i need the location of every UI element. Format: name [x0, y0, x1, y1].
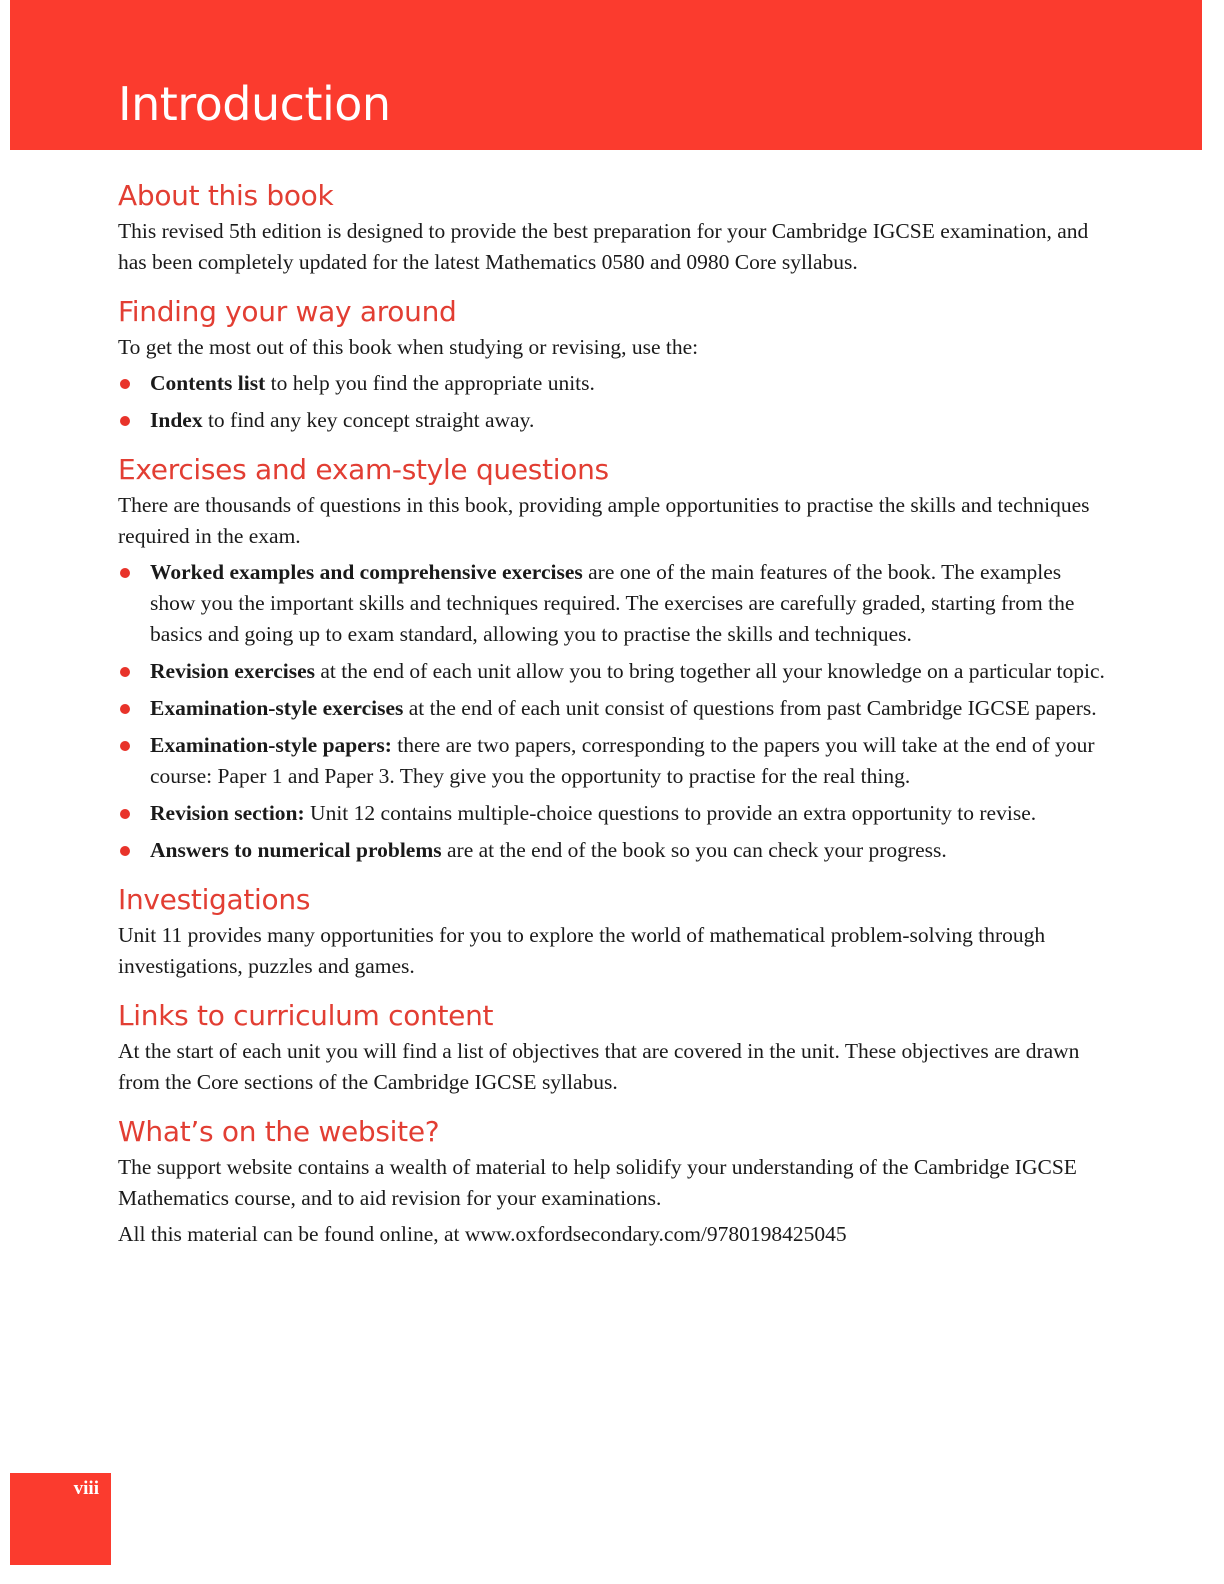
- list-item-text: Unit 12 contains multiple-choice questions to provide an extra opportunity to revise.: [304, 801, 1037, 825]
- list-item-text: are at the end of the book so you can check your progress.: [441, 838, 947, 862]
- list-item: [118, 798, 1108, 829]
- page-number: viii: [73, 1478, 99, 1499]
- list-item-term: Examination-style papers:: [150, 733, 392, 757]
- paragraph: This revised 5th edition is designed to provide the best preparation for your Cambridge IGCSE examination, and has been completely updated for the latest Mathematics 0580 and 0980 Core syllabus.: [118, 219, 1089, 274]
- bullet-icon: [120, 379, 130, 389]
- list-item-term: Worked examples and comprehensive exercises: [150, 560, 583, 584]
- paragraph: The support website contains a wealth of material to help solidify your understanding of the Cambridge IGCSE Mathematics course, and to aid revision for your examinations.: [118, 1155, 1077, 1210]
- list-item: [118, 693, 1108, 724]
- section-about: [118, 176, 1108, 278]
- list-item-term: Answers to numerical problems: [150, 838, 442, 862]
- list-item-term: Revision section:: [150, 801, 305, 825]
- section-heading: Finding your way around: [118, 295, 457, 328]
- bullet-icon: [120, 846, 130, 856]
- section-heading: What’s on the website?: [118, 1115, 440, 1148]
- list-item-term: Contents list: [150, 371, 266, 395]
- section-website: [118, 1112, 1108, 1250]
- list-item-text: to help you find the appropriate units.: [265, 371, 595, 395]
- list-item-text: at the end of each unit consist of questions from past Cambridge IGCSE papers.: [403, 696, 1097, 720]
- bullet-icon: [120, 704, 130, 714]
- bullet-list: [118, 557, 1108, 866]
- page-content: [118, 176, 1108, 1264]
- paragraph: There are thousands of questions in this book, providing ample opportunities to practise the skills and techniques required in the exam.: [118, 493, 1090, 548]
- bullet-icon: [120, 741, 130, 751]
- bullet-icon: [120, 809, 130, 819]
- list-item: [118, 656, 1108, 687]
- list-item-text: are one of the main features of the book. The examples show you the important skills and techniques required. The exercises are carefully graded, starting from the basics and going up to exam standard, allowing you to practise the skills and techniques.: [150, 560, 1075, 646]
- section-heading: Links to curriculum content: [118, 999, 494, 1032]
- bullet-icon: [120, 416, 130, 426]
- list-item: [118, 368, 1108, 399]
- list-item: [118, 730, 1108, 792]
- bullet-icon: [120, 667, 130, 677]
- section-heading: About this book: [118, 179, 334, 212]
- bullet-icon: [120, 568, 130, 578]
- section-investigations: [118, 880, 1108, 982]
- website-link-text: All this material can be found online, at www.oxfordsecondary.com/9780198425045: [118, 1222, 847, 1246]
- list-item-text: to find any key concept straight away.: [202, 408, 535, 432]
- paragraph: Unit 11 provides many opportunities for you to explore the world of mathematical problem-solving through investigations, puzzles and games.: [118, 923, 1046, 978]
- page-title: Introduction: [118, 77, 391, 131]
- list-item: [118, 405, 1108, 436]
- list-item: [118, 835, 1108, 866]
- list-item-text: at the end of each unit allow you to bring together all your knowledge on a particular topic.: [315, 659, 1105, 683]
- section-finding: [118, 292, 1108, 436]
- bullet-list: [118, 368, 1108, 436]
- section-exercises: [118, 450, 1108, 866]
- list-item-text: there are two papers, corresponding to the papers you will take at the end of your course: Paper 1 and Paper 3. They give you the opportunity to practise for the real thing.: [150, 733, 1095, 788]
- section-links: [118, 996, 1108, 1098]
- section-heading: Investigations: [118, 883, 311, 916]
- paragraph: At the start of each unit you will find a list of objectives that are covered in the unit. These objectives are drawn from the Core sections of the Cambridge IGCSE syllabus.: [118, 1039, 1080, 1094]
- paragraph: To get the most out of this book when studying or revising, use the:: [118, 335, 699, 359]
- list-item-term: Examination-style exercises: [150, 696, 404, 720]
- list-item-term: Index: [150, 408, 203, 432]
- list-item-term: Revision exercises: [150, 659, 315, 683]
- list-item: [118, 557, 1108, 650]
- section-heading: Exercises and exam-style questions: [118, 453, 609, 486]
- page-number-box: [10, 1473, 111, 1565]
